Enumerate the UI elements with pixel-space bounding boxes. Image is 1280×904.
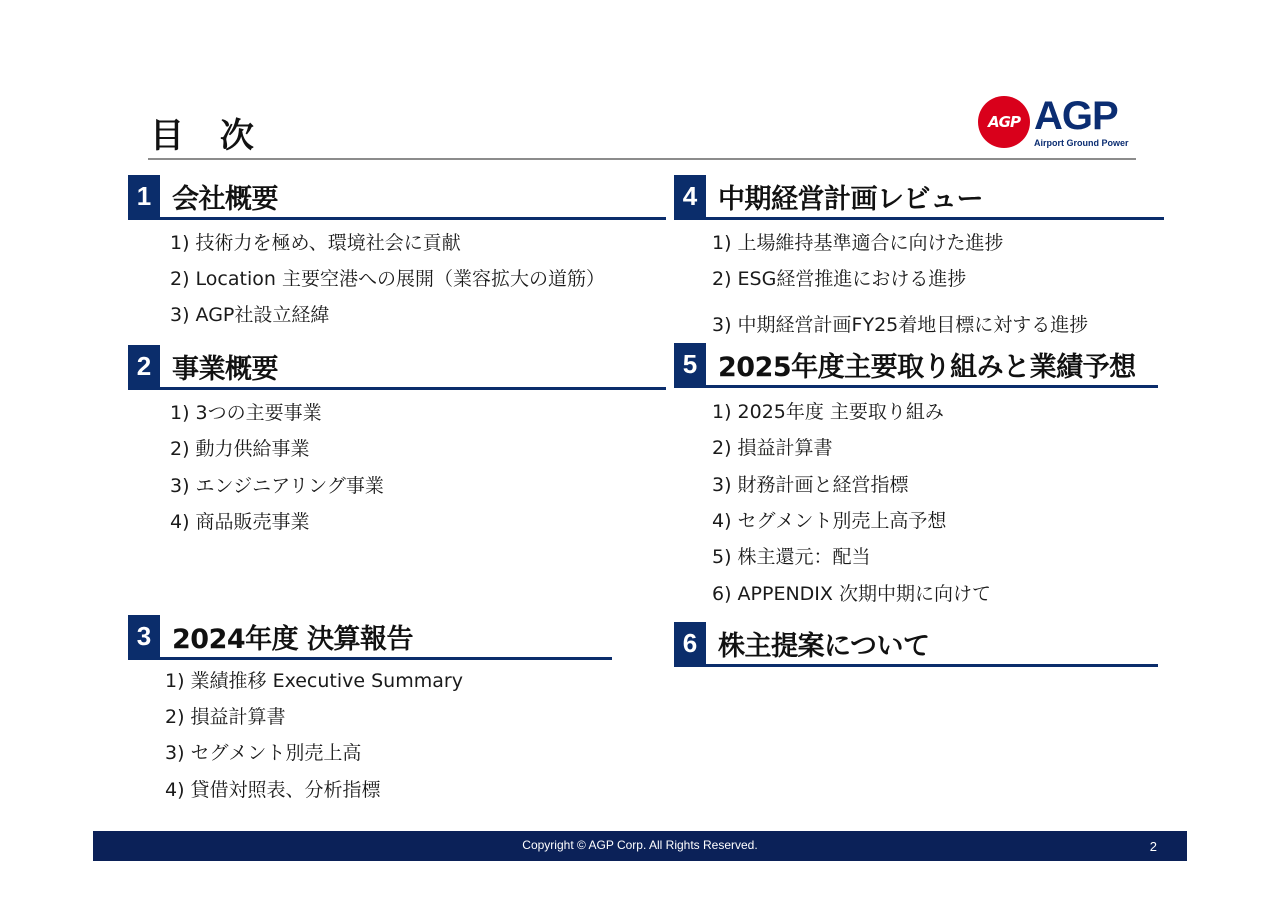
section-4-item-3[interactable]: 3) 中期経営計画FY25着地目標に対する進捗 bbox=[712, 314, 1089, 336]
section-5-item-2[interactable]: 2) 損益計算書 bbox=[712, 437, 833, 459]
copyright-text: Copyright © AGP Corp. All Rights Reserved. bbox=[522, 838, 758, 852]
section-title: 2025年度主要取り組みと業績予想 bbox=[718, 352, 1136, 383]
section-title: 事業概要 bbox=[172, 354, 278, 385]
logo-tagline: Airport Ground Power bbox=[1034, 138, 1129, 148]
section-5-item-5[interactable]: 5) 株主還元：配当 bbox=[712, 546, 871, 568]
section-number: 2 bbox=[128, 345, 160, 387]
page-title: 目 次 bbox=[150, 116, 266, 156]
section-3-item-2[interactable]: 2) 損益計算書 bbox=[165, 706, 286, 728]
section-4-item-2[interactable]: 2) ESG経営推進における進捗 bbox=[712, 268, 967, 290]
section-1-item-2[interactable]: 2) Location 主要空港への展開（業容拡大の道筋） bbox=[170, 268, 605, 290]
section-number: 4 bbox=[674, 175, 706, 217]
section-5-item-3[interactable]: 3) 財務計画と経営指標 bbox=[712, 474, 909, 496]
section-2-item-1[interactable]: 1) 3つの主要事業 bbox=[170, 402, 322, 424]
section-underline bbox=[128, 657, 612, 660]
section-number: 6 bbox=[674, 622, 706, 664]
section-5-item-1[interactable]: 1) 2025年度 主要取り組み bbox=[712, 401, 944, 423]
section-2-item-3[interactable]: 3) エンジニアリング事業 bbox=[170, 475, 384, 497]
section-1-item-1[interactable]: 1) 技術力を極め、環境社会に貢献 bbox=[170, 232, 461, 254]
company-logo bbox=[978, 96, 1138, 152]
section-title: 2024年度 決算報告 bbox=[172, 624, 414, 655]
section-number: 1 bbox=[128, 175, 160, 217]
section-title: 中期経営計画レビュー bbox=[718, 184, 983, 215]
section-number: 3 bbox=[128, 615, 160, 657]
section-5-item-6[interactable]: 6) APPENDIX 次期中期に向けて bbox=[712, 583, 991, 605]
section-1-item-3[interactable]: 3) AGP社設立経緯 bbox=[170, 304, 330, 326]
logo-mark-icon: AGP bbox=[978, 96, 1030, 148]
section-3-item-4[interactable]: 4) 貸借対照表、分析指標 bbox=[165, 779, 381, 801]
section-title: 株主提案について bbox=[718, 631, 930, 662]
section-3-item-3[interactable]: 3) セグメント別売上高 bbox=[165, 742, 362, 764]
section-2-item-4[interactable]: 4) 商品販売事業 bbox=[170, 511, 310, 533]
section-underline bbox=[128, 217, 666, 220]
section-5-item-4[interactable]: 4) セグメント別売上高予想 bbox=[712, 510, 947, 532]
section-3-item-1[interactable]: 1) 業績推移 Executive Summary bbox=[165, 670, 463, 692]
section-4-item-1[interactable]: 1) 上場維持基準適合に向けた進捗 bbox=[712, 232, 1004, 254]
footer-bar bbox=[93, 831, 1187, 861]
section-underline bbox=[128, 387, 666, 390]
section-underline bbox=[674, 385, 1158, 388]
logo-name: AGP bbox=[1034, 94, 1118, 138]
section-2-item-2[interactable]: 2) 動力供給事業 bbox=[170, 438, 310, 460]
section-underline bbox=[674, 217, 1164, 220]
title-divider bbox=[148, 158, 1136, 160]
section-title: 会社概要 bbox=[172, 184, 278, 215]
section-number: 5 bbox=[674, 343, 706, 385]
page-number: 2 bbox=[1149, 839, 1157, 854]
section-underline bbox=[674, 664, 1158, 667]
